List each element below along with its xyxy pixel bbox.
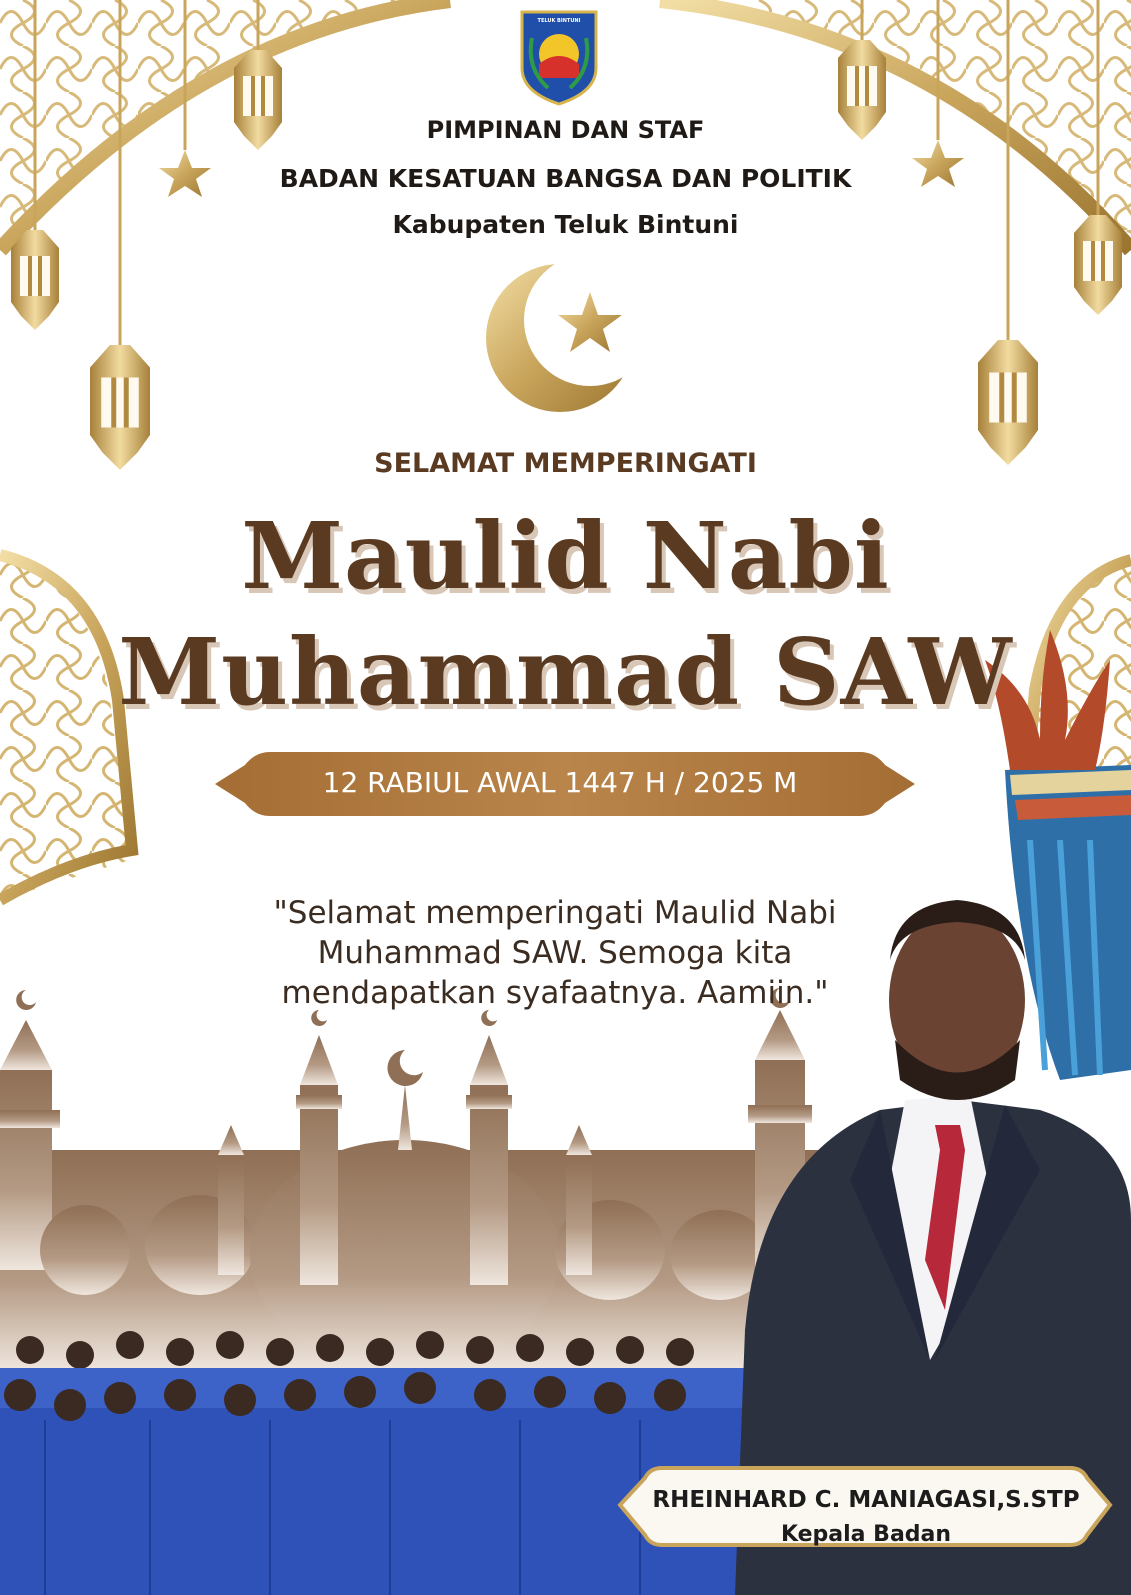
lantern-2 — [11, 230, 59, 330]
person-role: Kepala Badan — [780, 1522, 952, 1547]
regency-logo — [518, 8, 600, 106]
greeting-text: SELAMAT MEMPERINGATI — [374, 448, 757, 479]
lantern-6 — [978, 340, 1038, 465]
header-line-3: Kabupaten Teluk Bintuni — [392, 210, 739, 239]
crescent-star-icon — [486, 254, 656, 412]
header-line-2: BADAN KESATUAN BANGSA DAN POLITIK — [279, 164, 852, 193]
quote-text — [190, 893, 920, 1013]
staff-group-photo — [0, 1331, 780, 1595]
title-line-2: Muhammad SAW — [118, 618, 1013, 726]
quote-line-1: "Selamat memperingati Maulid Nabi — [273, 895, 837, 931]
logo-text: TELUK BINTUNI — [537, 18, 581, 24]
quote-line-3: mendapatkan syafaatnya. Aamiin." — [281, 975, 829, 1011]
title-line-1: Maulid Nabi — [241, 502, 890, 610]
mosque-silhouette — [0, 1010, 820, 1370]
quote-line-2: Muhammad SAW. Semoga kita — [317, 935, 793, 971]
date-banner-text: 12 RABIUL AWAL 1447 H / 2025 M — [322, 766, 798, 799]
header-line-1: PIMPINAN DAN STAF — [426, 116, 705, 144]
person-name: RHEINHARD C. MANIAGASI,S.STP — [652, 1487, 1080, 1513]
